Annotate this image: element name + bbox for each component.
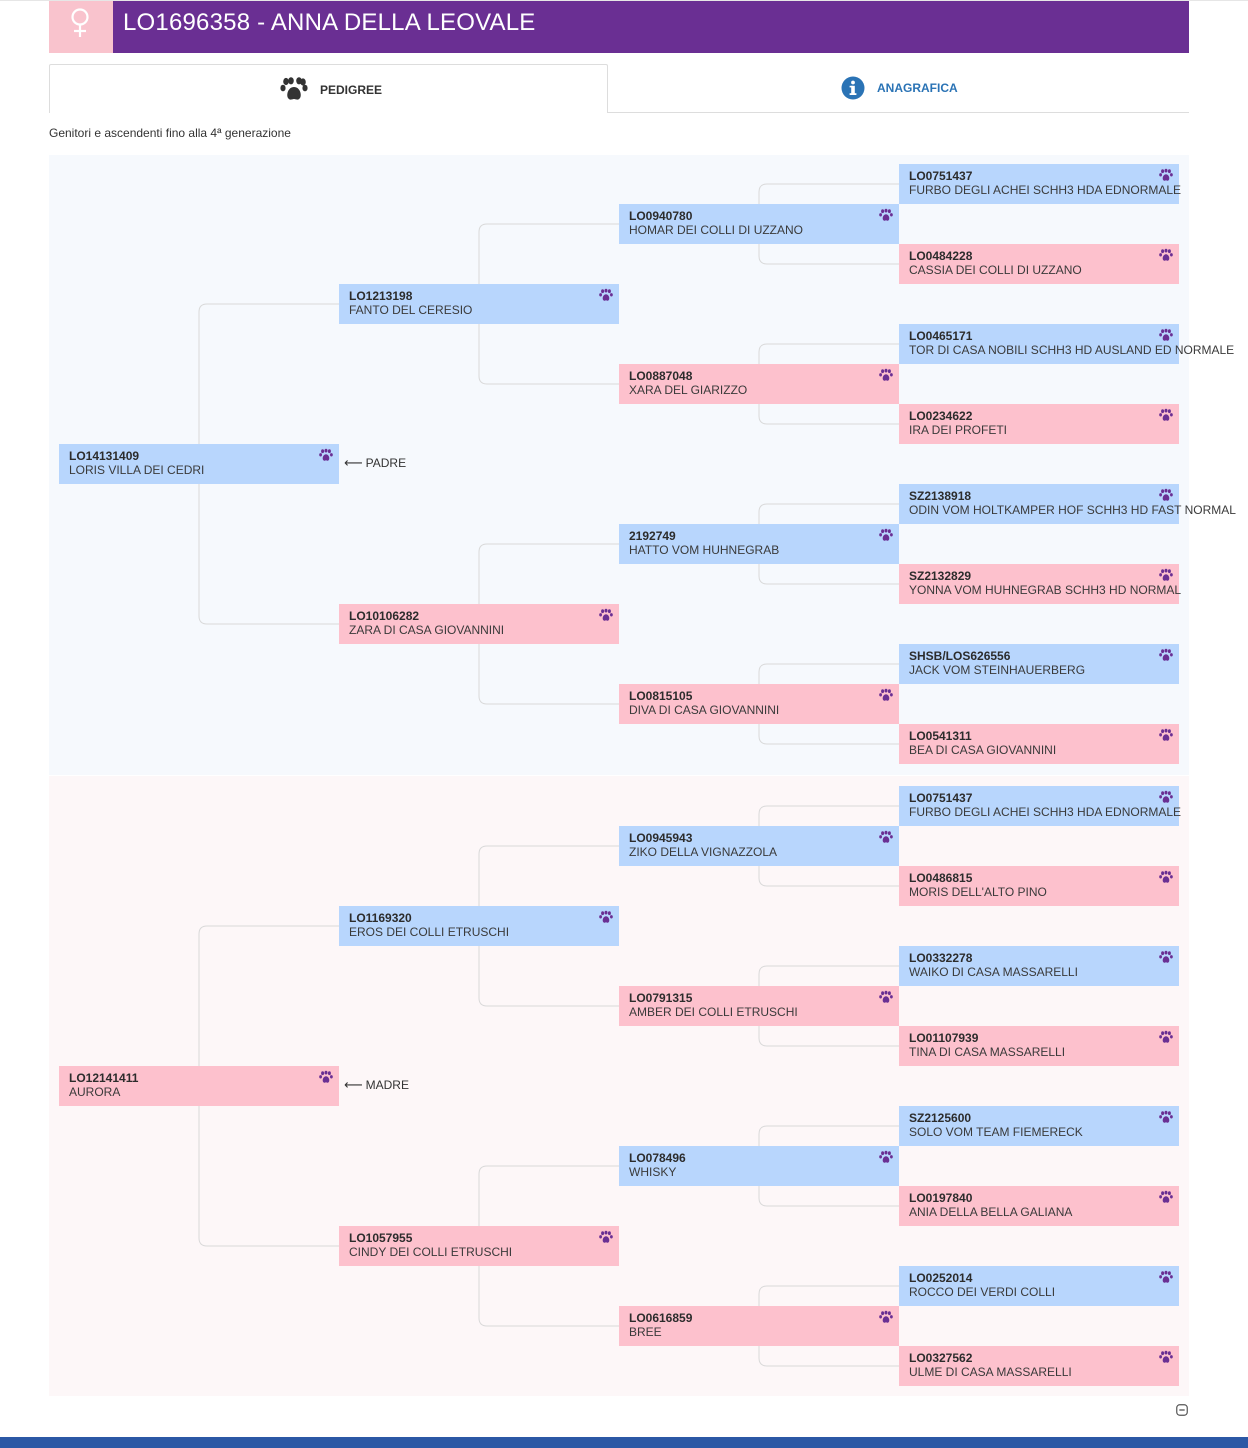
collapse-button[interactable] [1176, 1403, 1188, 1415]
great-great-grandparent-card[interactable] [899, 946, 1179, 986]
dog-registration-code: SZ2138918 [909, 489, 972, 503]
connector-line [199, 926, 479, 1066]
dog-registration-code: LO0486815 [909, 871, 973, 885]
dog-registration-code: LO0197840 [909, 1191, 973, 1205]
paw-icon[interactable] [1159, 729, 1173, 743]
paw-icon[interactable] [879, 529, 893, 543]
great-grandparent-card[interactable] [619, 204, 899, 244]
paw-icon[interactable] [1159, 249, 1173, 263]
dog-registration-code: LO1169320 [349, 911, 412, 925]
dog-name: TINA DI CASA MASSARELLI [909, 1045, 1066, 1059]
paw-icon[interactable] [599, 289, 613, 303]
dog-name: YONNA VOM HUHNEGRAB SCHH3 HD NORMAL [909, 583, 1182, 597]
minus-square-icon [1176, 1404, 1188, 1416]
paw-icon[interactable] [879, 831, 893, 845]
paw-icon[interactable] [1159, 871, 1173, 885]
paw-icon[interactable] [599, 609, 613, 623]
paw-icon[interactable] [1159, 649, 1173, 663]
dog-name: AMBER DEI COLLI ETRUSCHI [629, 1005, 798, 1019]
dog-registration-code: LO0541311 [909, 729, 972, 743]
great-great-grandparent-card[interactable] [899, 1266, 1179, 1306]
great-great-grandparent-card[interactable] [899, 866, 1179, 906]
grandparent-card[interactable] [339, 1226, 619, 1266]
paw-icon[interactable] [1159, 329, 1173, 343]
dog-name: CASSIA DEI COLLI DI UZZANO [909, 263, 1082, 277]
dog-registration-code: LO0887048 [629, 369, 693, 383]
paw-icon[interactable] [879, 1311, 893, 1325]
dog-name: DIVA DI CASA GIOVANNINI [629, 703, 780, 717]
great-grandparent-card[interactable] [619, 1306, 899, 1346]
paw-icon[interactable] [879, 991, 893, 1005]
paw-icon[interactable] [1159, 169, 1173, 183]
arrow-left-icon: ⟵ [344, 1077, 363, 1092]
dog-registration-code: LO0616859 [629, 1311, 693, 1325]
grandparent-card[interactable] [339, 284, 619, 324]
connector-line [199, 484, 479, 624]
dog-name: ZARA DI CASA GIOVANNINI [349, 623, 505, 637]
paw-icon[interactable] [1159, 569, 1173, 583]
dog-registration-code: SZ2125600 [909, 1111, 972, 1125]
arrow-left-icon: ⟵ [344, 455, 363, 470]
paw-icon[interactable] [319, 1071, 333, 1085]
great-great-grandparent-card[interactable] [899, 1026, 1179, 1066]
paw-icon[interactable] [1159, 409, 1173, 423]
paw-icon[interactable] [319, 449, 333, 463]
great-grandparent-card[interactable] [619, 826, 899, 866]
dog-name: JACK VOM STEINHAUERBERG [909, 663, 1086, 677]
sire-role-label [344, 455, 406, 471]
dog-registration-code: LO1213198 [349, 289, 413, 303]
dog-registration-code: LO12141411 [69, 1071, 139, 1085]
footer-bar [0, 1437, 1248, 1448]
grandparent-card[interactable] [339, 906, 619, 946]
great-grandparent-card[interactable] [619, 986, 899, 1026]
great-great-grandparent-card[interactable] [899, 244, 1179, 284]
dog-name: TOR DI CASA NOBILI SCHH3 HD AUSLAND ED NORMALE [909, 343, 1235, 357]
great-great-grandparent-card[interactable] [899, 1186, 1179, 1226]
dog-registration-code: LO0327562 [909, 1351, 973, 1365]
paw-icon[interactable] [1159, 489, 1173, 503]
dog-name: ULME DI CASA MASSARELLI [909, 1365, 1072, 1379]
connector-line [199, 1106, 479, 1246]
dog-name: ANIA DELLA BELLA GALIANA [909, 1205, 1073, 1219]
dog-name: LORIS VILLA DEI CEDRI [69, 463, 205, 477]
great-great-grandparent-card[interactable] [899, 724, 1179, 764]
dog-name: WHISKY [629, 1165, 677, 1179]
dog-name: AURORA [69, 1085, 121, 1099]
great-great-grandparent-card[interactable] [899, 564, 1182, 604]
dog-registration-code: LO01107939 [909, 1031, 979, 1045]
dog-name: SOLO VOM TEAM FIEMERECK [909, 1125, 1083, 1139]
dog-name: ZIKO DELLA VIGNAZZOLA [629, 845, 778, 859]
paw-icon[interactable] [599, 1231, 613, 1245]
paw-icon[interactable] [879, 689, 893, 703]
dog-registration-code: SZ2132829 [909, 569, 972, 583]
great-great-grandparent-card[interactable] [899, 644, 1179, 684]
great-grandparent-card[interactable] [619, 684, 899, 724]
paw-icon[interactable] [1159, 791, 1173, 805]
role-text: MADRE [365, 1078, 409, 1092]
dog-registration-code: LO0945943 [629, 831, 693, 845]
great-grandparent-card[interactable] [619, 1146, 899, 1186]
great-great-grandparent-card[interactable] [899, 164, 1182, 204]
dog-name: HOMAR DEI COLLI DI UZZANO [629, 223, 804, 237]
dam-card[interactable] [59, 1066, 339, 1106]
paw-icon[interactable] [1159, 951, 1173, 965]
dog-registration-code: LO0940780 [629, 209, 693, 223]
dog-registration-code: LO0332278 [909, 951, 973, 965]
dog-name: ODIN VOM HOLTKAMPER HOF SCHH3 HD FAST NORMAL [909, 503, 1236, 517]
great-great-grandparent-card[interactable] [899, 1346, 1179, 1386]
dog-registration-code: LO0751437 [909, 169, 973, 183]
dog-name: BEA DI CASA GIOVANNINI [909, 743, 1057, 757]
dog-registration-code: LO14131409 [69, 449, 140, 463]
page-title: LO1696358 - ANNA DELLA LEOVALE [123, 9, 536, 36]
dog-name: XARA DEL GIARIZZO [629, 383, 748, 397]
dog-name: CINDY DEI COLLI ETRUSCHI [349, 1245, 513, 1259]
paw-icon[interactable] [1159, 1031, 1173, 1045]
dog-registration-code: LO10106282 [349, 609, 420, 623]
dog-name: WAIKO DI CASA MASSARELLI [909, 965, 1078, 979]
dog-registration-code: LO0484228 [909, 249, 973, 263]
paw-icon[interactable] [599, 911, 613, 925]
pedigree-subtitle: Genitori e ascendenti fino alla 4ª generazione [49, 126, 291, 140]
dog-name: HATTO VOM HUHNEGRAB [629, 543, 780, 557]
great-great-grandparent-card[interactable] [899, 404, 1179, 444]
dog-name: FURBO DEGLI ACHEI SCHH3 HDA EDNORMALE [909, 805, 1182, 819]
connector-line [199, 304, 479, 444]
dog-registration-code: LO0234622 [909, 409, 973, 423]
dog-registration-code: LO1057955 [349, 1231, 413, 1245]
grandparent-card[interactable] [339, 604, 619, 644]
great-great-grandparent-card[interactable] [899, 1106, 1179, 1146]
paw-icon[interactable] [879, 1151, 893, 1165]
great-grandparent-card[interactable] [619, 524, 899, 564]
paw-icon[interactable] [1159, 1271, 1173, 1285]
dog-registration-code: LO0791315 [629, 991, 693, 1005]
dog-name: MORIS DELL'ALTO PINO [909, 885, 1047, 899]
dog-registration-code: 2192749 [629, 529, 676, 543]
dog-name: FANTO DEL CERESIO [349, 303, 473, 317]
great-great-grandparent-card[interactable] [899, 324, 1235, 364]
paw-icon[interactable] [1159, 1191, 1173, 1205]
paw-icon[interactable] [879, 369, 893, 383]
dog-registration-code: LO0252014 [909, 1271, 973, 1285]
sire-card[interactable] [59, 444, 339, 484]
dog-name: ROCCO DEI VERDI COLLI [909, 1285, 1056, 1299]
dog-registration-code: SHSB/LOS626556 [909, 649, 1011, 663]
dog-registration-code: LO0751437 [909, 791, 973, 805]
tab-pedigree-label: PEDIGREE [320, 83, 383, 97]
great-great-grandparent-card[interactable] [899, 786, 1182, 826]
dog-registration-code: LO078496 [629, 1151, 686, 1165]
great-great-grandparent-card[interactable] [899, 484, 1236, 524]
paw-icon[interactable] [1159, 1111, 1173, 1125]
dog-registration-code: LO0465171 [909, 329, 973, 343]
dog-name: FURBO DEGLI ACHEI SCHH3 HDA EDNORMALE [909, 183, 1182, 197]
paw-icon[interactable] [879, 209, 893, 223]
dog-name: EROS DEI COLLI ETRUSCHI [349, 925, 510, 939]
dog-name: BREE [629, 1325, 662, 1339]
paw-icon[interactable] [1159, 1351, 1173, 1365]
dam-role-label [344, 1077, 409, 1093]
dog-registration-code: LO0815105 [629, 689, 693, 703]
role-text: PADRE [365, 456, 407, 470]
great-grandparent-card[interactable] [619, 364, 899, 404]
dog-name: IRA DEI PROFETI [909, 423, 1008, 437]
tab-anagrafica-label: ANAGRAFICA [877, 81, 958, 95]
